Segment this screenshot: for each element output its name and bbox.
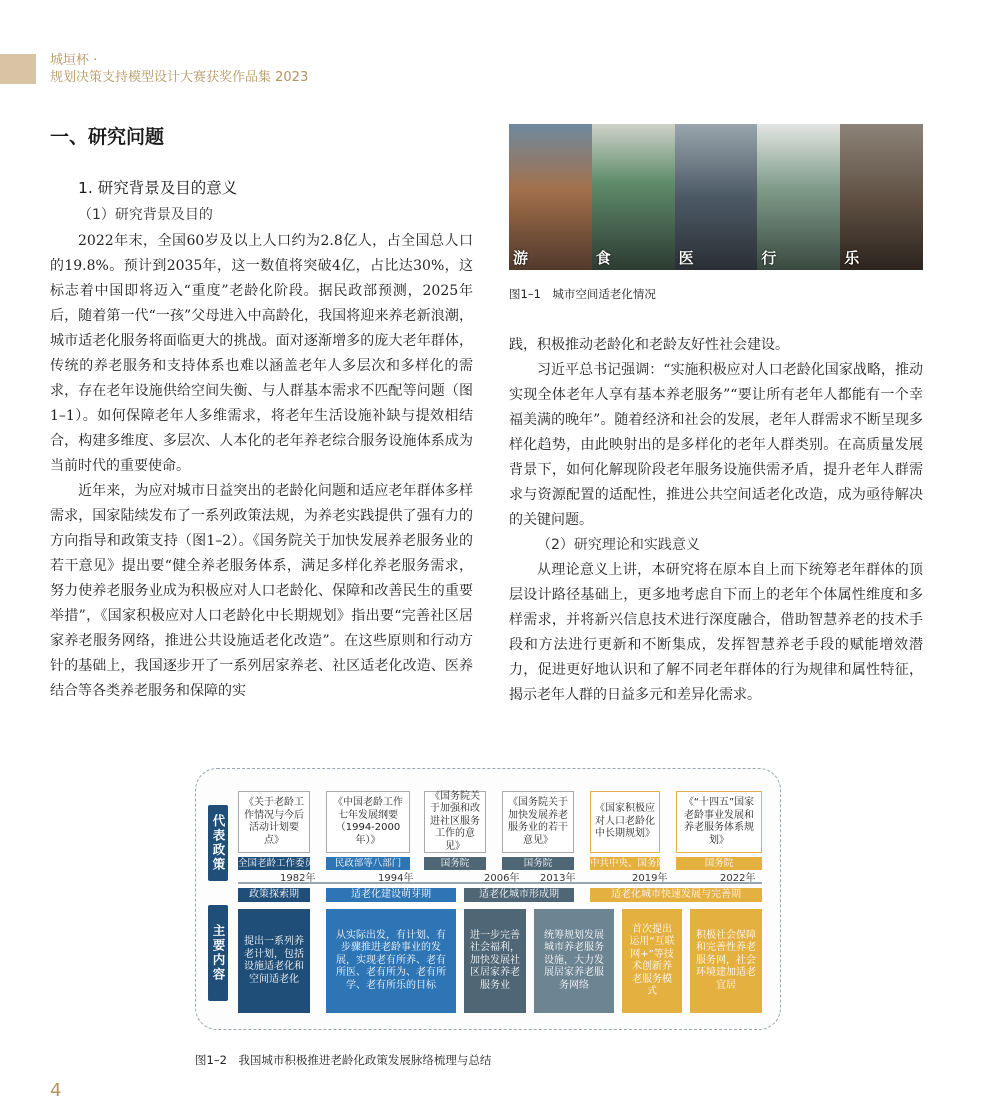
running-header <box>50 52 308 86</box>
timeline-year: 2019年 <box>632 873 668 884</box>
subsubsection-title: （1）研究背景及目的 <box>78 207 213 223</box>
policy-issuer: 中共中央、国务院 <box>590 858 667 869</box>
policy-issuer: 国务院 <box>424 857 486 870</box>
content-box: 积极社会保障和完善性养老服务网，社会环境建加适老宜居 <box>690 909 762 1013</box>
running-header-line2: 规划决策支持模型设计大赛获奖作品集 2023 <box>50 70 309 85</box>
photo-label: 乐 <box>844 249 860 267</box>
content-box: 统筹规划发展城市养老服务设施，大力发展居家养老服务网络 <box>534 909 614 1013</box>
policy-card: 《“十四五”国家老龄事业发展和养老服务体系规划》 <box>676 791 762 853</box>
photo-label: 行 <box>761 249 777 267</box>
policy-card: 《国家积极应对人口老龄化中长期规划》 <box>590 791 660 853</box>
timeline-year: 1994年 <box>378 873 414 884</box>
row-label-policies: 代表政策 <box>208 805 228 881</box>
figure-1-1-caption: 图1–1 城市空间适老化情况 <box>509 287 656 301</box>
content-box: 从实际出发，有计划、有步骤推进老龄事业的发展，实现老有所养、老有所医、老有所为、老有所学、老有所乐的目标 <box>326 909 456 1013</box>
phase-label: 政策探索期 <box>238 888 310 902</box>
photo-food <box>592 124 675 270</box>
figure-1-2-caption: 图1–2 我国城市积极推进老龄化政策发展脉络梳理与总结 <box>195 1053 492 1067</box>
content-box: 进一步完善社会福利，加快发展社区居家养老服务业 <box>464 909 526 1013</box>
timeline-year: 2006年 <box>484 873 520 884</box>
body-paragraph: 近年来，为应对城市日益突出的老龄化问题和适应老年群体多样需求，国家陆续发布了一系列政策法规，为养老实践提供了强有力的方向指导和政策支持（图1–2）。《国务院关于加快发展养老服务业的若干意见》提出要“健全养老服务体系，满足多样化养老服务需求，努力使养老服务业成为积极应对人口老龄化、保障和改善民生的重要举措”，《国家积极应对人口老龄化中长期规划》指出要“完善社区居家养老服务网络，推进公共设施适老化改造”。在这些原则和行动方针的基础上，我国逐步开了一系列居家养老、社区适老化改造、医养结合等各类养老服务和保障的实 <box>50 483 473 699</box>
section-title: 一、研究问题 <box>50 126 165 148</box>
right-column <box>509 333 923 708</box>
content-box: 提出一系列养老计划，包括设施适老化和空间适老化 <box>238 909 310 1013</box>
photo-label: 医 <box>678 249 694 267</box>
photo-label: 游 <box>513 249 529 267</box>
body-paragraph: 从理论意义上讲，本研究将在原本自上而下统筹老年群体的顶层设计路径基础上，更多地考虑自下而上的老年个体属性维度和多样需求，并将新兴信息技术进行深度融合，借助智慧养老的技术手段和方法进行更新和不断集成，发挥智慧养老手段的赋能增效潜力，促进更好地认识和了解不同老年群体的行为规律和属性特征，揭示老年人群的日益多元和差异化需求。 <box>509 562 923 703</box>
policy-card: 《关于老龄工作情况与今后活动计划要点》 <box>238 791 310 853</box>
policy-timeline-diagram <box>195 768 781 1030</box>
photo-transport <box>757 124 840 270</box>
timeline-year: 2013年 <box>540 873 576 884</box>
policy-issuer: 民政部等八部门 <box>326 857 410 870</box>
timeline-year: 2022年 <box>720 873 756 884</box>
policy-card: 《国务院关于加强和改进社区服务工作的意见》 <box>424 791 486 853</box>
running-header-line1: 城垣杯 · <box>50 53 98 68</box>
photo-travel <box>509 124 592 270</box>
left-column <box>50 229 473 704</box>
figure-1-1-photo-strip <box>509 124 923 270</box>
policy-issuer: 国务院 <box>676 857 762 870</box>
content-box: 首次提出运用“互联网+”等技术创新养老服务模式 <box>622 909 682 1013</box>
policy-issuer: 国务院 <box>502 857 574 870</box>
header-accent-tab <box>0 54 36 84</box>
photo-medical <box>675 124 758 270</box>
page-number: 4 <box>50 1080 62 1101</box>
policy-card: 《国务院关于加快发展养老服务业的若干意见》 <box>502 791 574 853</box>
phase-label: 适老化建设萌芽期 <box>326 888 456 902</box>
photo-leisure <box>840 124 923 270</box>
right-subheading: （2）研究理论和实践意义 <box>537 537 700 553</box>
body-paragraph: 习近平总书记强调：“实施积极应对人口老龄化国家战略，推动实现全体老年人享有基本养老服务”“要让所有老年人都能有一个幸福美满的晚年”。随着经济和社会的发展，老年人群需求不断呈现多样化趋势，由此映射出的是多样化的老年人群类别。在高质量发展背景下，如何化解现阶段老年服务设施供需矛盾，提升老年人群需求与资源配置的适配性，推进公共空间适老化改造，成为亟待解决的关键问题。 <box>509 362 923 528</box>
body-paragraph: 2022年末，全国60岁及以上人口约为2.8亿人，占全国总人口的19.8%。预计到2035年，这一数值将突破4亿，占比达30%，这标志着中国即将迈入“重度”老龄化阶段。据民政部预测，2025年后，随着第一代“一孩”父母进入中高龄化，我国将迎来养老新浪潮，城市适老化服务将面临更大的挑战。面对逐渐增多的庞大老年群体，传统的养老服务和支持体系也难以涵盖老年人多层次和多样化的需求，存在老年设施供给空间失衡、与人群基本需求不匹配等问题（图1–1）。如何保障老年人多维需求，将老年生活设施补缺与提效相结合，构建多维度、多层次、人本化的老年养老综合服务设施体系成为当前时代的重要使命。 <box>50 233 473 474</box>
policy-card: 《中国老龄工作七年发展纲要（1994-2000年）》 <box>326 791 410 853</box>
phase-label: 适老化城市快速发展与完善期 <box>590 888 762 902</box>
photo-label: 食 <box>595 249 611 267</box>
row-label-contents: 主要内容 <box>208 905 228 1001</box>
timeline-year: 1982年 <box>280 873 316 884</box>
phase-label: 适老化城市形成期 <box>464 888 574 902</box>
subsection-title: 1. 研究背景及目的意义 <box>78 179 238 197</box>
body-paragraph-continuation: 践，积极推动老龄化和老龄友好性社会建设。 <box>509 337 789 353</box>
policy-issuer: 全国老龄工作委员会 <box>238 858 324 869</box>
